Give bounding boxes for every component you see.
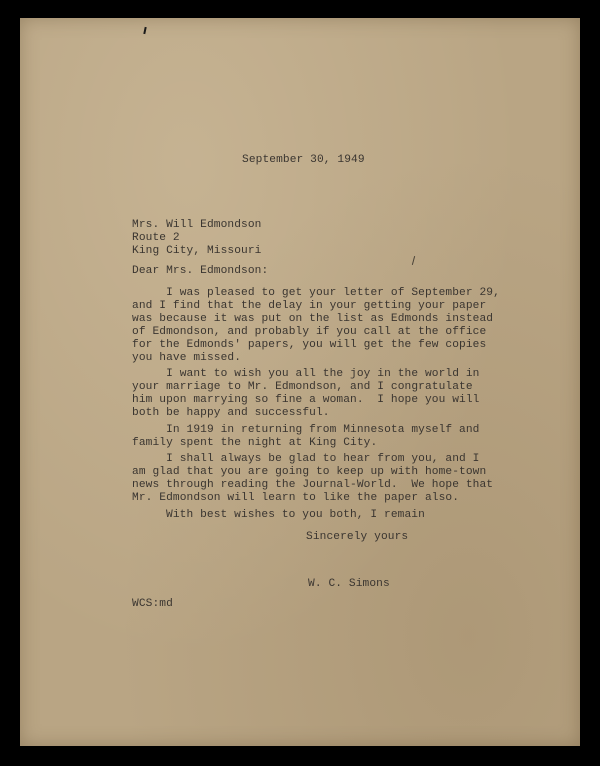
paragraph-line: of Edmondson, and probably if you call at the office xyxy=(132,326,487,338)
paragraph-line: I shall always be glad to hear from you, and I xyxy=(132,453,480,465)
paragraph-line: was because it was put on the list as Edmonds instead xyxy=(132,313,494,325)
paragraph-line: In 1919 in returning from Minnesota myself and xyxy=(132,424,480,436)
paragraph-line: Mr. Edmondson will learn to like the paper also. xyxy=(132,492,460,504)
paragraph-line: and I find that the delay in your getting your paper xyxy=(132,300,487,312)
paragraph-line: your marriage to Mr. Edmondson, and I congratulate xyxy=(132,381,473,393)
paragraph-line: both be happy and successful. xyxy=(132,407,330,419)
letter-date: September 30, 1949 xyxy=(242,154,365,166)
paragraph-line: family spent the night at King City. xyxy=(132,437,378,449)
paragraph-line: I was pleased to get your letter of September 29, xyxy=(132,287,500,299)
ink-mark xyxy=(143,27,146,34)
recipient-city: King City, Missouri xyxy=(132,245,262,257)
closing-line: With best wishes to you both, I remain xyxy=(166,509,425,521)
paragraph-line: him upon marrying so fine a woman. I hope you will xyxy=(132,394,480,406)
paragraph-line: am glad that you are going to keep up with home-town xyxy=(132,466,487,478)
complimentary-close: Sincerely yours xyxy=(306,531,409,543)
paragraph-line: I want to wish you all the joy in the world in xyxy=(132,368,480,380)
salutation: Dear Mrs. Edmondson: xyxy=(132,265,269,277)
reference-initials: WCS:md xyxy=(132,598,173,610)
recipient-street: Route 2 xyxy=(132,232,180,244)
paragraph-line: for the Edmonds' papers, you will get the few copies xyxy=(132,339,487,351)
paragraph-line: news through reading the Journal-World. We hope that xyxy=(132,479,494,491)
recipient-name: Mrs. Will Edmondson xyxy=(132,219,262,231)
letter-page xyxy=(20,18,580,746)
pencil-mark xyxy=(412,256,415,265)
paragraph-line: you have missed. xyxy=(132,352,242,364)
signer-name: W. C. Simons xyxy=(308,578,390,590)
